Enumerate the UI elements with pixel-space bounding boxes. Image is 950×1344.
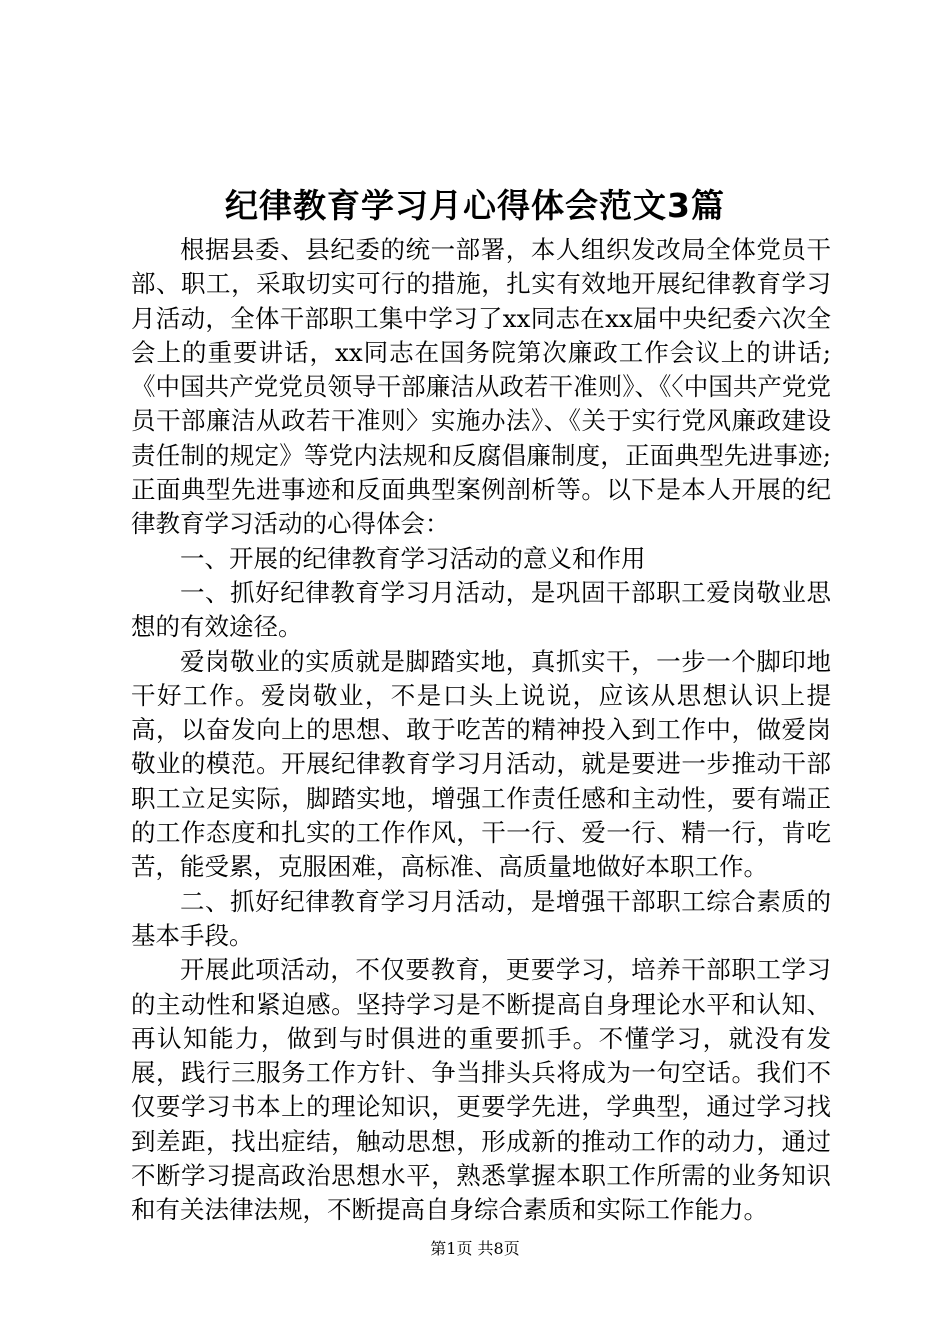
section-heading: 一、开展的纪律教育学习活动的意义和作用	[180, 543, 646, 573]
paragraph: 根据县委、县纪委的统一部署，本人组织发改局全体党员干部、职工，采取切实可行的措施，扎实有效地开展纪律教育学习月活动，全体干部职工集中学习了xx同志在xx届中央纪委六次全会上的重要讲话，xx同志在国务院第次廉政工作会议上的讲话;《中国共产党党员领导干部廉洁从政若干准则》、《〈中国共产党党员干部廉洁从政若干准则〉实施办法》、《关于实行党风廉政建设责任制的规定》等党内法规和反腐倡廉制度，正面典型先进事迹;正面典型先进事迹和反面典型案例剖析等。以下是本人开展的纪律教育学习活动的心得体会：	[131, 235, 831, 539]
paragraph: 开展此项活动，不仅要教育，更要学习，培养干部职工学习的主动性和紧迫感。坚持学习是不断提高自身理论水平和认知、再认知能力，做到与时俱进的重要抓手。不懂学习，就没有发展，践行三服务工作方针、争当排头兵将成为一句空话。我们不仅要学习书本上的理论知识，更要学先进，学典型，通过学习找到差距，找出症结，触动思想，形成新的推动工作的动力，通过不断学习提高政治思想水平，熟悉掌握本职工作所需的业务知识和有关法律法规，不断提高自身综合素质和实际工作能力。	[131, 955, 831, 1225]
document-body	[131, 233, 831, 1228]
page-footer: 第1页 共8页	[430, 1239, 520, 1258]
paragraph: 爱岗敬业的实质就是脚踏实地，真抓实干，一步一个脚印地干好工作。爱岗敬业，不是口头上说说，应该从思想认识上提高，以奋发向上的思想、敢于吃苦的精神投入到工作中，做爱岗敬业的模范。开展纪律教育学习月活动，就是要进一步推动干部职工立足实际，脚踏实地，增强工作责任感和主动性，要有端正的工作态度和扎实的工作作风，干一行、爱一行、精一行，肯吃苦，能受累，克服困难，高标准、高质量地做好本职工作。	[131, 646, 831, 882]
document-title: 纪律教育学习月心得体会范文3篇	[225, 186, 725, 225]
subheading: 二、抓好纪律教育学习月活动，是增强干部职工综合素质的基本手段。	[131, 886, 831, 950]
subheading: 一、抓好纪律教育学习月活动，是巩固干部职工爱岗敬业思想的有效途径。	[131, 577, 831, 642]
